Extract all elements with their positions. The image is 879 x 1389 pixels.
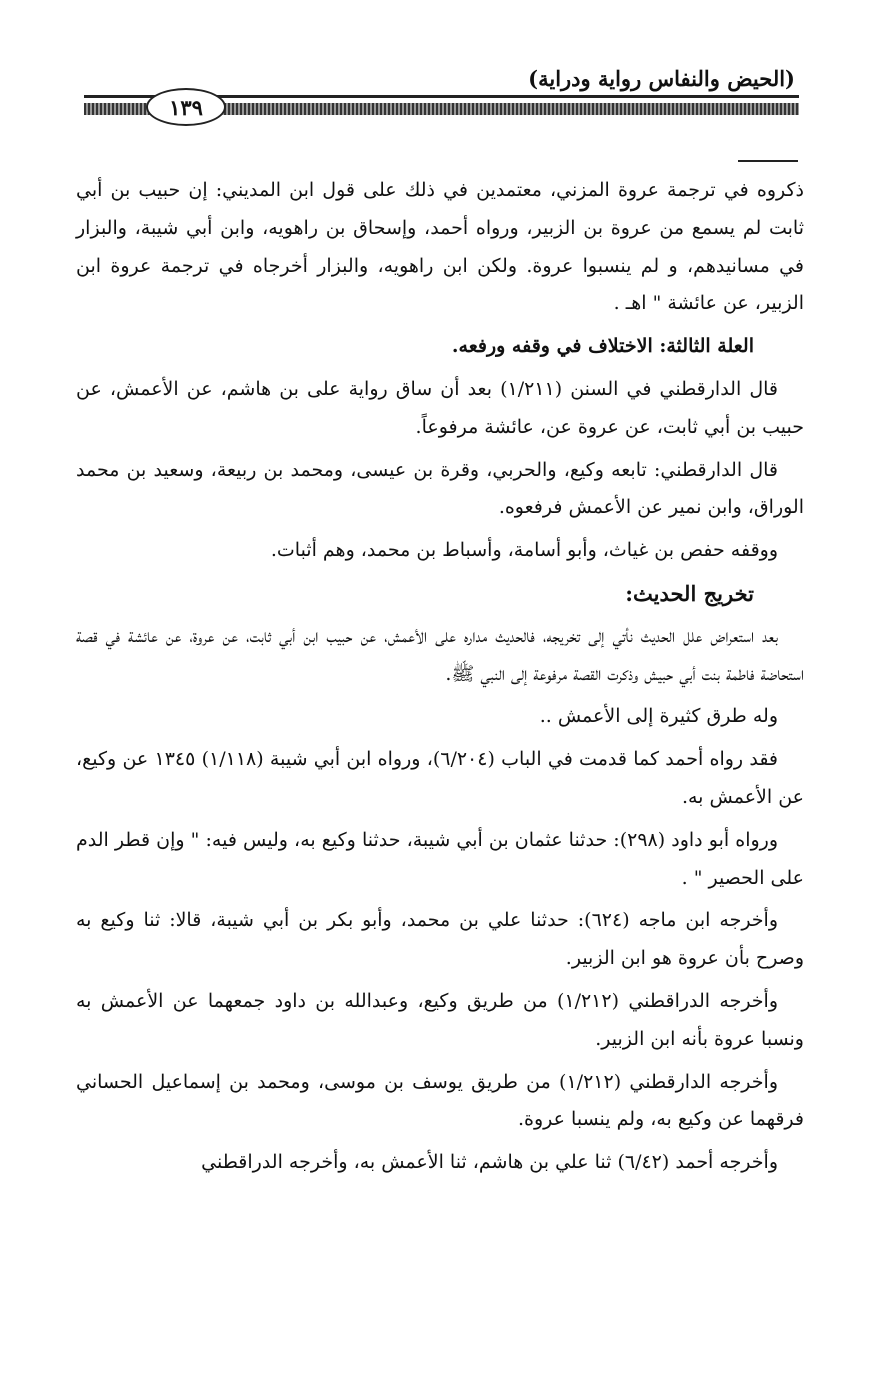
paragraph: وأخرجه أحمد (٦/٤٢) ثنا علي بن هاشم، ثنا الأعمش به، وأخرجه الدراقطني bbox=[201, 1151, 778, 1174]
paragraph: قال الدارقطني: تابعه وكيع، والحربي، وقرة بن عيسى، ومحمد بن ربيعة، وسعيد بن محمد الوراق، وابن نمير عن الأعمش فرفعوه. bbox=[76, 458, 804, 519]
paragraph: وأخرجه الدارقطني (١/٢١٢) من طريق يوسف بن موسى، ومحمد بن إسماعيل الحساني فرقهما عن وكيع به، ولم ينسبا عروة. bbox=[76, 1070, 804, 1131]
running-title: (الحيض والنفاس رواية ودراية) bbox=[528, 66, 795, 91]
paragraph: وأخرجه ابن ماجه (٦٢٤): حدثنا علي بن محمد، وأبو بكر بن أبي شيبة، قالا: ثنا وكيع به وصرح بأن عروة هو ابن الزبير. bbox=[76, 909, 804, 970]
page-number: ١٣٩ bbox=[146, 88, 226, 126]
paragraph: وله طرق كثيرة إلى الأعمش .. bbox=[539, 705, 778, 728]
paragraph: بعد استعراض علل الحديث نأتي إلى تخريجه، فالحديث مداره على الأعمش، عن حبيب ابن أبي ثابت، عن عروة، عن عائشة في قصة استحاضة فاطمة بنت أبي حبيش وذكرت القصة مرفوعة إلى النبي ﷺ. bbox=[76, 624, 804, 685]
paragraph: ذكروه في ترجمة عروة المزني، معتمدين في ذلك على قول ابن المديني: إن حبيب بن أبي ثابت لم يسمع من عروة بن الزبير، ورواه أحمد، وإسحاق بن راهويه، وابن أبي شيبة، والبزار في مسانيدهم، و لم ينسبوا عروة. ولكن ابن راهويه، والبزار أخرجاه في ترجمة عروة ابن الزبير، عن عائشة " اهـ . bbox=[76, 179, 804, 315]
paragraph: قال الدارقطني في السنن (١/٢١١) بعد أن ساق رواية على بن هاشم، عن الأعمش، عن حبيب بن أبي ثابت، عن عروة عن، عائشة مرفوعاً. bbox=[76, 377, 804, 438]
paragraph: فقد رواه أحمد كما قدمت في الباب (٦/٢٠٤)، ورواه ابن أبي شيبة (١/١١٨) ١٣٤٥ عن وكيع، عن الأعمش به. bbox=[76, 748, 804, 808]
paragraph: ووقفه حفص بن غياث، وأبو أسامة، وأسباط بن محمد، وهم أثبات. bbox=[270, 539, 778, 562]
section-title: تخريج الحديث: bbox=[625, 580, 754, 606]
paragraph-label: العلة الثالثة: bbox=[659, 335, 754, 358]
paragraph: ورواه أبو داود (٢٩٨): حدثنا عثمان بن أبي شيبة، حدثنا وكيع به، وليس فيه: " وإن قطر الدم على الحصير " . bbox=[76, 828, 804, 889]
page-body bbox=[76, 172, 804, 1187]
footnote-rule bbox=[738, 160, 798, 162]
paragraph bbox=[76, 328, 804, 366]
paragraph: وأخرجه الدراقطني (١/٢١٢) من طريق وكيع، وعبدالله بن داود جمعهما عن الأعمش به ونسبا عروة بأنه ابن الزبير. bbox=[76, 989, 804, 1050]
paragraph-text: الاختلاف في وقفه ورفعه. bbox=[451, 335, 660, 358]
